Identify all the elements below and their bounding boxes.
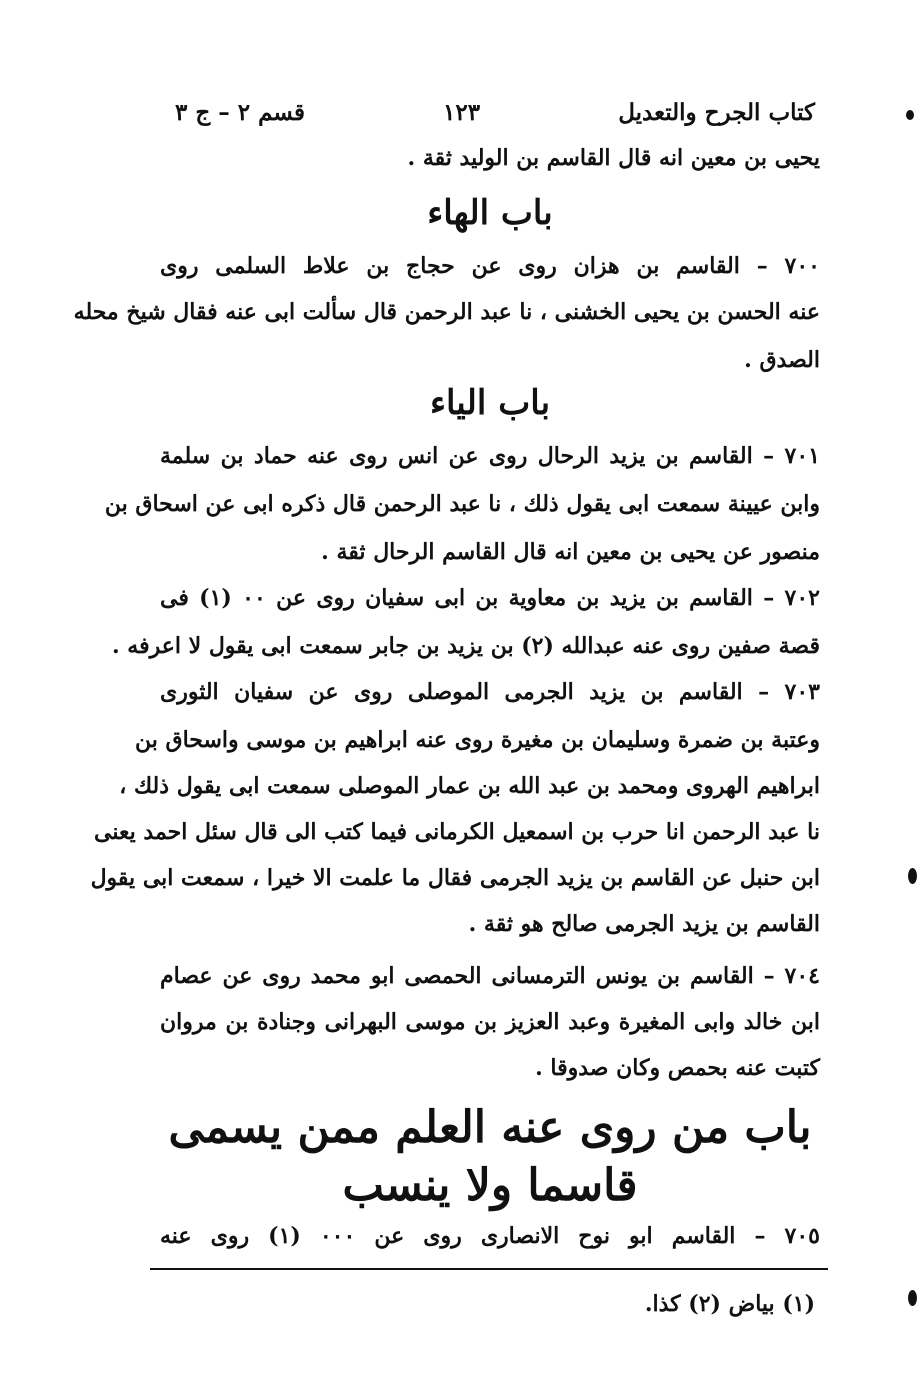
- page-number: ١٢٣: [443, 98, 481, 126]
- scan-speck: [906, 110, 914, 120]
- book-title: كتاب الجرح والتعديل: [618, 98, 815, 126]
- footnote-divider: [150, 1268, 828, 1270]
- entry-704-line-1: ٧٠٤ – القاسم بن يونس الترمسانى الحمصى ابو محمد روى عن عصام: [160, 963, 820, 989]
- entry-703-line-3: ابراهيم الهروى ومحمد بن عبد الله بن عمار الموصلى سمعت ابى يقول ذلك ،: [119, 773, 820, 799]
- entry-703-line-5: ابن حنبل عن القاسم بن يزيد الجرمى فقال ما علمت الا خيرا ، سمعت ابى يقول: [90, 865, 820, 891]
- section-heading-ha: باب الهاء: [427, 193, 553, 233]
- entry-700-line-3: الصدق .: [744, 347, 820, 373]
- entry-701-line-3: منصور عن يحيى بن معين انه قال القاسم الرحال ثقة .: [321, 539, 820, 565]
- entry-703-line-4: نا عبد الرحمن انا حرب بن اسمعيل الكرمانى فيما كتب الى قال سئل احمد يعنى: [94, 819, 820, 845]
- entry-702-line-1: ٧٠٢ – القاسم بن يزيد بن معاوية بن ابى سفيان روى عن ٠٠ (١) فى: [160, 585, 820, 611]
- continuation-line: يحيى بن معين انه قال القاسم بن الوليد ثقة .: [407, 145, 820, 171]
- entry-703-line-6: القاسم بن يزيد الجرمى صالح هو ثقة .: [468, 911, 820, 937]
- entry-704-line-2: ابن خالد وابى المغيرة وعبد العزيز بن موسى البهرانى وجنادة بن مروان: [160, 1009, 820, 1035]
- entry-701-line-1: ٧٠١ – القاسم بن يزيد الرحال روى عن انس روى عنه حماد بن سلمة: [160, 443, 820, 469]
- scan-speck: [908, 868, 917, 884]
- scan-speck: [908, 1290, 917, 1306]
- entry-703-line-1: ٧٠٣ – القاسم بن يزيد الجرمى الموصلى روى عن سفيان الثورى: [160, 679, 820, 705]
- section-heading-unnamed-2: قاسما ولا ينسب: [342, 1160, 638, 1211]
- entry-703-line-2: وعتبة بن ضمرة وسليمان بن مغيرة روى عنه ابراهيم بن موسى واسحاق بن: [135, 727, 820, 753]
- entry-705-line-1: ٧٠٥ – القاسم ابو نوح الانصارى روى عن ٠٠٠ (١) روى عنه: [160, 1223, 820, 1249]
- entry-702-line-2: قصة صفين روى عنه عبدالله (٢) بن يزيد بن جابر سمعت ابى يقول لا اعرفه .: [111, 633, 820, 659]
- entry-701-line-2: وابن عيينة سمعت ابى يقول ذلك ، نا عبد الرحمن قال ذكره ابى عن اسحاق بن: [104, 491, 820, 517]
- entry-704-line-3: كتبت عنه بحمص وكان صدوقا .: [535, 1055, 820, 1081]
- section-heading-ya: باب الياء: [429, 383, 551, 423]
- volume-label: قسم ٢ – ج ٣: [175, 98, 305, 126]
- entry-700-line-2: عنه الحسن بن يحيى الخشنى ، نا عبد الرحمن قال سألت ابى عنه فقال شيخ محله: [73, 299, 820, 325]
- section-heading-unnamed-1: باب من روى عنه العلم ممن يسمى: [168, 1102, 812, 1153]
- running-header: [175, 92, 815, 132]
- footnotes: (١) بياض (٢) كذا.: [644, 1291, 815, 1317]
- entry-700-line-1: ٧٠٠ – القاسم بن هزان روى عن حجاج بن علاط السلمى روى: [160, 253, 820, 279]
